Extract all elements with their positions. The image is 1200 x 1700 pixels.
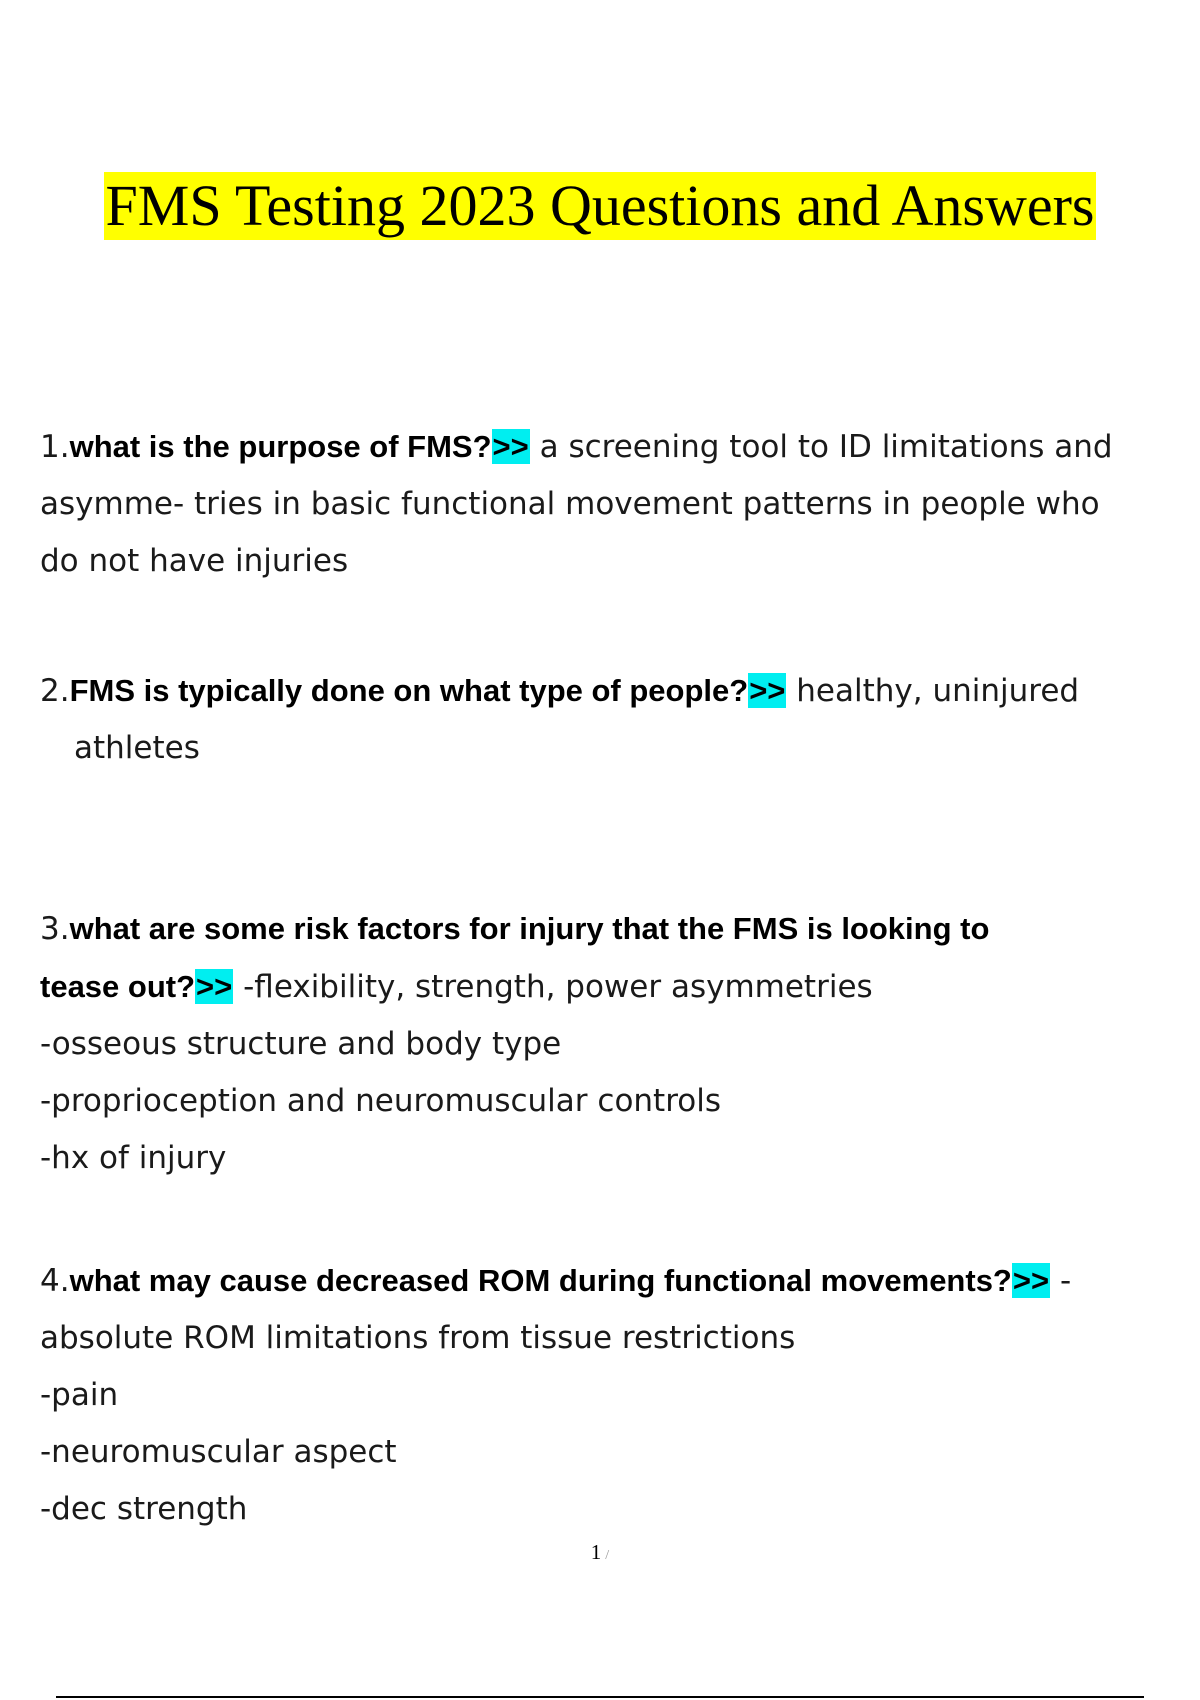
question-text: what may cause decreased ROM during functional movements?: [69, 1263, 1012, 1298]
answer-line: -pain: [40, 1377, 119, 1413]
question-text: tease out?: [40, 969, 196, 1004]
qa-item-1: [40, 418, 1175, 590]
answer-separator: >>: [196, 969, 233, 1004]
answer-line: -osseous structure and body type: [40, 1026, 562, 1062]
qa-line: [40, 1252, 1175, 1310]
page-number-suffix: /: [605, 1548, 610, 1563]
answer-line: -neuromuscular aspect: [40, 1434, 397, 1470]
answer-text: -: [1050, 1263, 1072, 1299]
item-number: 1.: [40, 429, 70, 465]
answer-text: -flexibility, strength, power asymmetries: [233, 969, 873, 1005]
answer-separator: >>: [1012, 1263, 1050, 1298]
item-number: 4.: [40, 1263, 70, 1299]
answer-text: a screening tool to ID limitations and: [529, 429, 1113, 465]
qa-item-2: [40, 662, 1175, 777]
qa-line: [40, 900, 1175, 958]
answer-line: asymme- tries in basic functional movement patterns in people who: [40, 486, 1100, 522]
answer-line: -hx of injury: [40, 1140, 227, 1176]
title-block: [0, 172, 1200, 240]
qa-line: [40, 418, 1175, 476]
answer-line: do not have injuries: [40, 543, 349, 579]
item-number: 2.: [40, 673, 70, 709]
qa-item-4: [40, 1252, 1175, 1538]
question-text: FMS is typically done on what type of people?: [69, 673, 749, 708]
answer-line: athletes: [74, 730, 200, 766]
bottom-divider: [56, 1696, 1144, 1698]
qa-item-3: [40, 900, 1175, 1187]
qa-line: [40, 662, 1175, 720]
answer-line: absolute ROM limitations from tissue restrictions: [40, 1320, 796, 1356]
question-text: what is the purpose of FMS?: [69, 429, 492, 464]
item-number: 3.: [40, 911, 70, 947]
qa-line: [40, 958, 1175, 1016]
answer-text: healthy, uninjured: [786, 673, 1080, 709]
answer-line: -dec strength: [40, 1491, 248, 1527]
document-title: FMS Testing 2023 Questions and Answers: [105, 173, 1095, 238]
answer-separator: >>: [749, 673, 786, 708]
answer-separator: >>: [492, 429, 529, 464]
page-number-value: 1: [590, 1540, 602, 1564]
question-text: what are some risk factors for injury that the FMS is looking to: [69, 911, 990, 946]
answer-line: -proprioception and neuromuscular controls: [40, 1083, 722, 1119]
page-number: [0, 1540, 1200, 1565]
